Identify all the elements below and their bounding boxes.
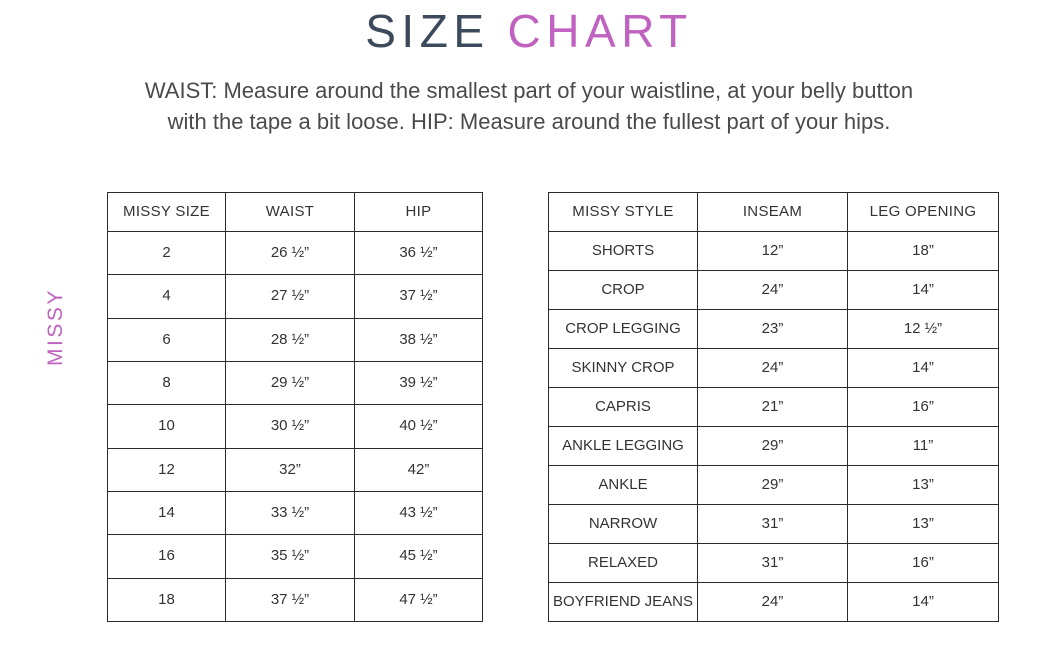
cell-hip: 47 ½” <box>355 578 483 621</box>
cell-leg-opening: 11” <box>848 427 999 466</box>
cell-leg-opening: 12 ½” <box>848 310 999 349</box>
table-row <box>108 578 483 621</box>
table-row <box>108 361 483 404</box>
table-row <box>108 232 483 275</box>
cell-inseam: 24” <box>698 349 848 388</box>
cell-hip: 43 ½” <box>355 491 483 534</box>
table-row <box>549 583 999 622</box>
cell-inseam: 21” <box>698 388 848 427</box>
cell-leg-opening: 13” <box>848 466 999 505</box>
cell-waist: 29 ½” <box>226 361 355 404</box>
cell-size: 8 <box>108 361 226 404</box>
cell-style: CROP <box>549 271 698 310</box>
table-row <box>549 466 999 505</box>
cell-leg-opening: 18” <box>848 232 999 271</box>
table-row <box>108 448 483 491</box>
table-header-row <box>549 193 999 232</box>
cell-waist: 33 ½” <box>226 491 355 534</box>
missy-style-table <box>548 192 999 622</box>
cell-waist: 28 ½” <box>226 318 355 361</box>
cell-size: 4 <box>108 275 226 318</box>
cell-style: ANKLE LEGGING <box>549 427 698 466</box>
cell-inseam: 23” <box>698 310 848 349</box>
cell-inseam: 24” <box>698 271 848 310</box>
cell-hip: 38 ½” <box>355 318 483 361</box>
cell-inseam: 31” <box>698 505 848 544</box>
cell-style: RELAXED <box>549 544 698 583</box>
header-inseam: INSEAM <box>698 193 848 232</box>
cell-style: SHORTS <box>549 232 698 271</box>
table-row <box>549 310 999 349</box>
cell-leg-opening: 16” <box>848 388 999 427</box>
cell-style: ANKLE <box>549 466 698 505</box>
cell-size: 16 <box>108 535 226 578</box>
table-row <box>108 318 483 361</box>
table-row <box>549 349 999 388</box>
cell-size: 14 <box>108 491 226 534</box>
table-row <box>108 535 483 578</box>
cell-leg-opening: 14” <box>848 583 999 622</box>
cell-size: 12 <box>108 448 226 491</box>
cell-inseam: 12” <box>698 232 848 271</box>
cell-style: CAPRIS <box>549 388 698 427</box>
intro-line-2: with the tape a bit loose. HIP: Measure around the fullest part of your hips. <box>167 109 891 135</box>
cell-hip: 36 ½” <box>355 232 483 275</box>
cell-waist: 32” <box>226 448 355 491</box>
title-word-size: SIZE <box>365 5 490 57</box>
table-row <box>108 405 483 448</box>
table-row <box>549 505 999 544</box>
cell-leg-opening: 14” <box>848 271 999 310</box>
cell-hip: 45 ½” <box>355 535 483 578</box>
header-missy-style: MISSY STYLE <box>549 193 698 232</box>
cell-leg-opening: 16” <box>848 544 999 583</box>
table-row <box>108 275 483 318</box>
cell-waist: 26 ½” <box>226 232 355 275</box>
table-row <box>549 388 999 427</box>
tables-container <box>0 192 1058 622</box>
intro-line-1: WAIST: Measure around the smallest part of your waistline, at your belly button <box>144 77 914 103</box>
table-header-row <box>108 193 483 232</box>
cell-hip: 37 ½” <box>355 275 483 318</box>
cell-leg-opening: 13” <box>848 505 999 544</box>
table-row <box>549 427 999 466</box>
missy-side-label: MISSY <box>44 288 67 366</box>
header-leg-opening: LEG OPENING <box>848 193 999 232</box>
header-hip: HIP <box>355 193 483 232</box>
cell-waist: 27 ½” <box>226 275 355 318</box>
table-row <box>549 544 999 583</box>
intro-paragraph <box>64 75 994 139</box>
cell-inseam: 24” <box>698 583 848 622</box>
cell-size: 10 <box>108 405 226 448</box>
cell-hip: 39 ½” <box>355 361 483 404</box>
cell-waist: 30 ½” <box>226 405 355 448</box>
cell-inseam: 29” <box>698 466 848 505</box>
cell-waist: 35 ½” <box>226 535 355 578</box>
table-row <box>549 232 999 271</box>
page-title <box>0 6 1058 57</box>
cell-size: 6 <box>108 318 226 361</box>
header-waist: WAIST <box>226 193 355 232</box>
cell-size: 18 <box>108 578 226 621</box>
header-missy-size: MISSY SIZE <box>108 193 226 232</box>
size-chart-page <box>0 6 1058 649</box>
cell-style: CROP LEGGING <box>549 310 698 349</box>
cell-hip: 42” <box>355 448 483 491</box>
cell-size: 2 <box>108 232 226 275</box>
missy-size-table <box>107 192 483 622</box>
table-row <box>549 271 999 310</box>
cell-style: SKINNY CROP <box>549 349 698 388</box>
title-word-chart: CHART <box>507 5 693 57</box>
cell-inseam: 29” <box>698 427 848 466</box>
cell-inseam: 31” <box>698 544 848 583</box>
cell-hip: 40 ½” <box>355 405 483 448</box>
cell-style: BOYFRIEND JEANS <box>549 583 698 622</box>
cell-leg-opening: 14” <box>848 349 999 388</box>
cell-style: NARROW <box>549 505 698 544</box>
cell-waist: 37 ½” <box>226 578 355 621</box>
table-row <box>108 491 483 534</box>
